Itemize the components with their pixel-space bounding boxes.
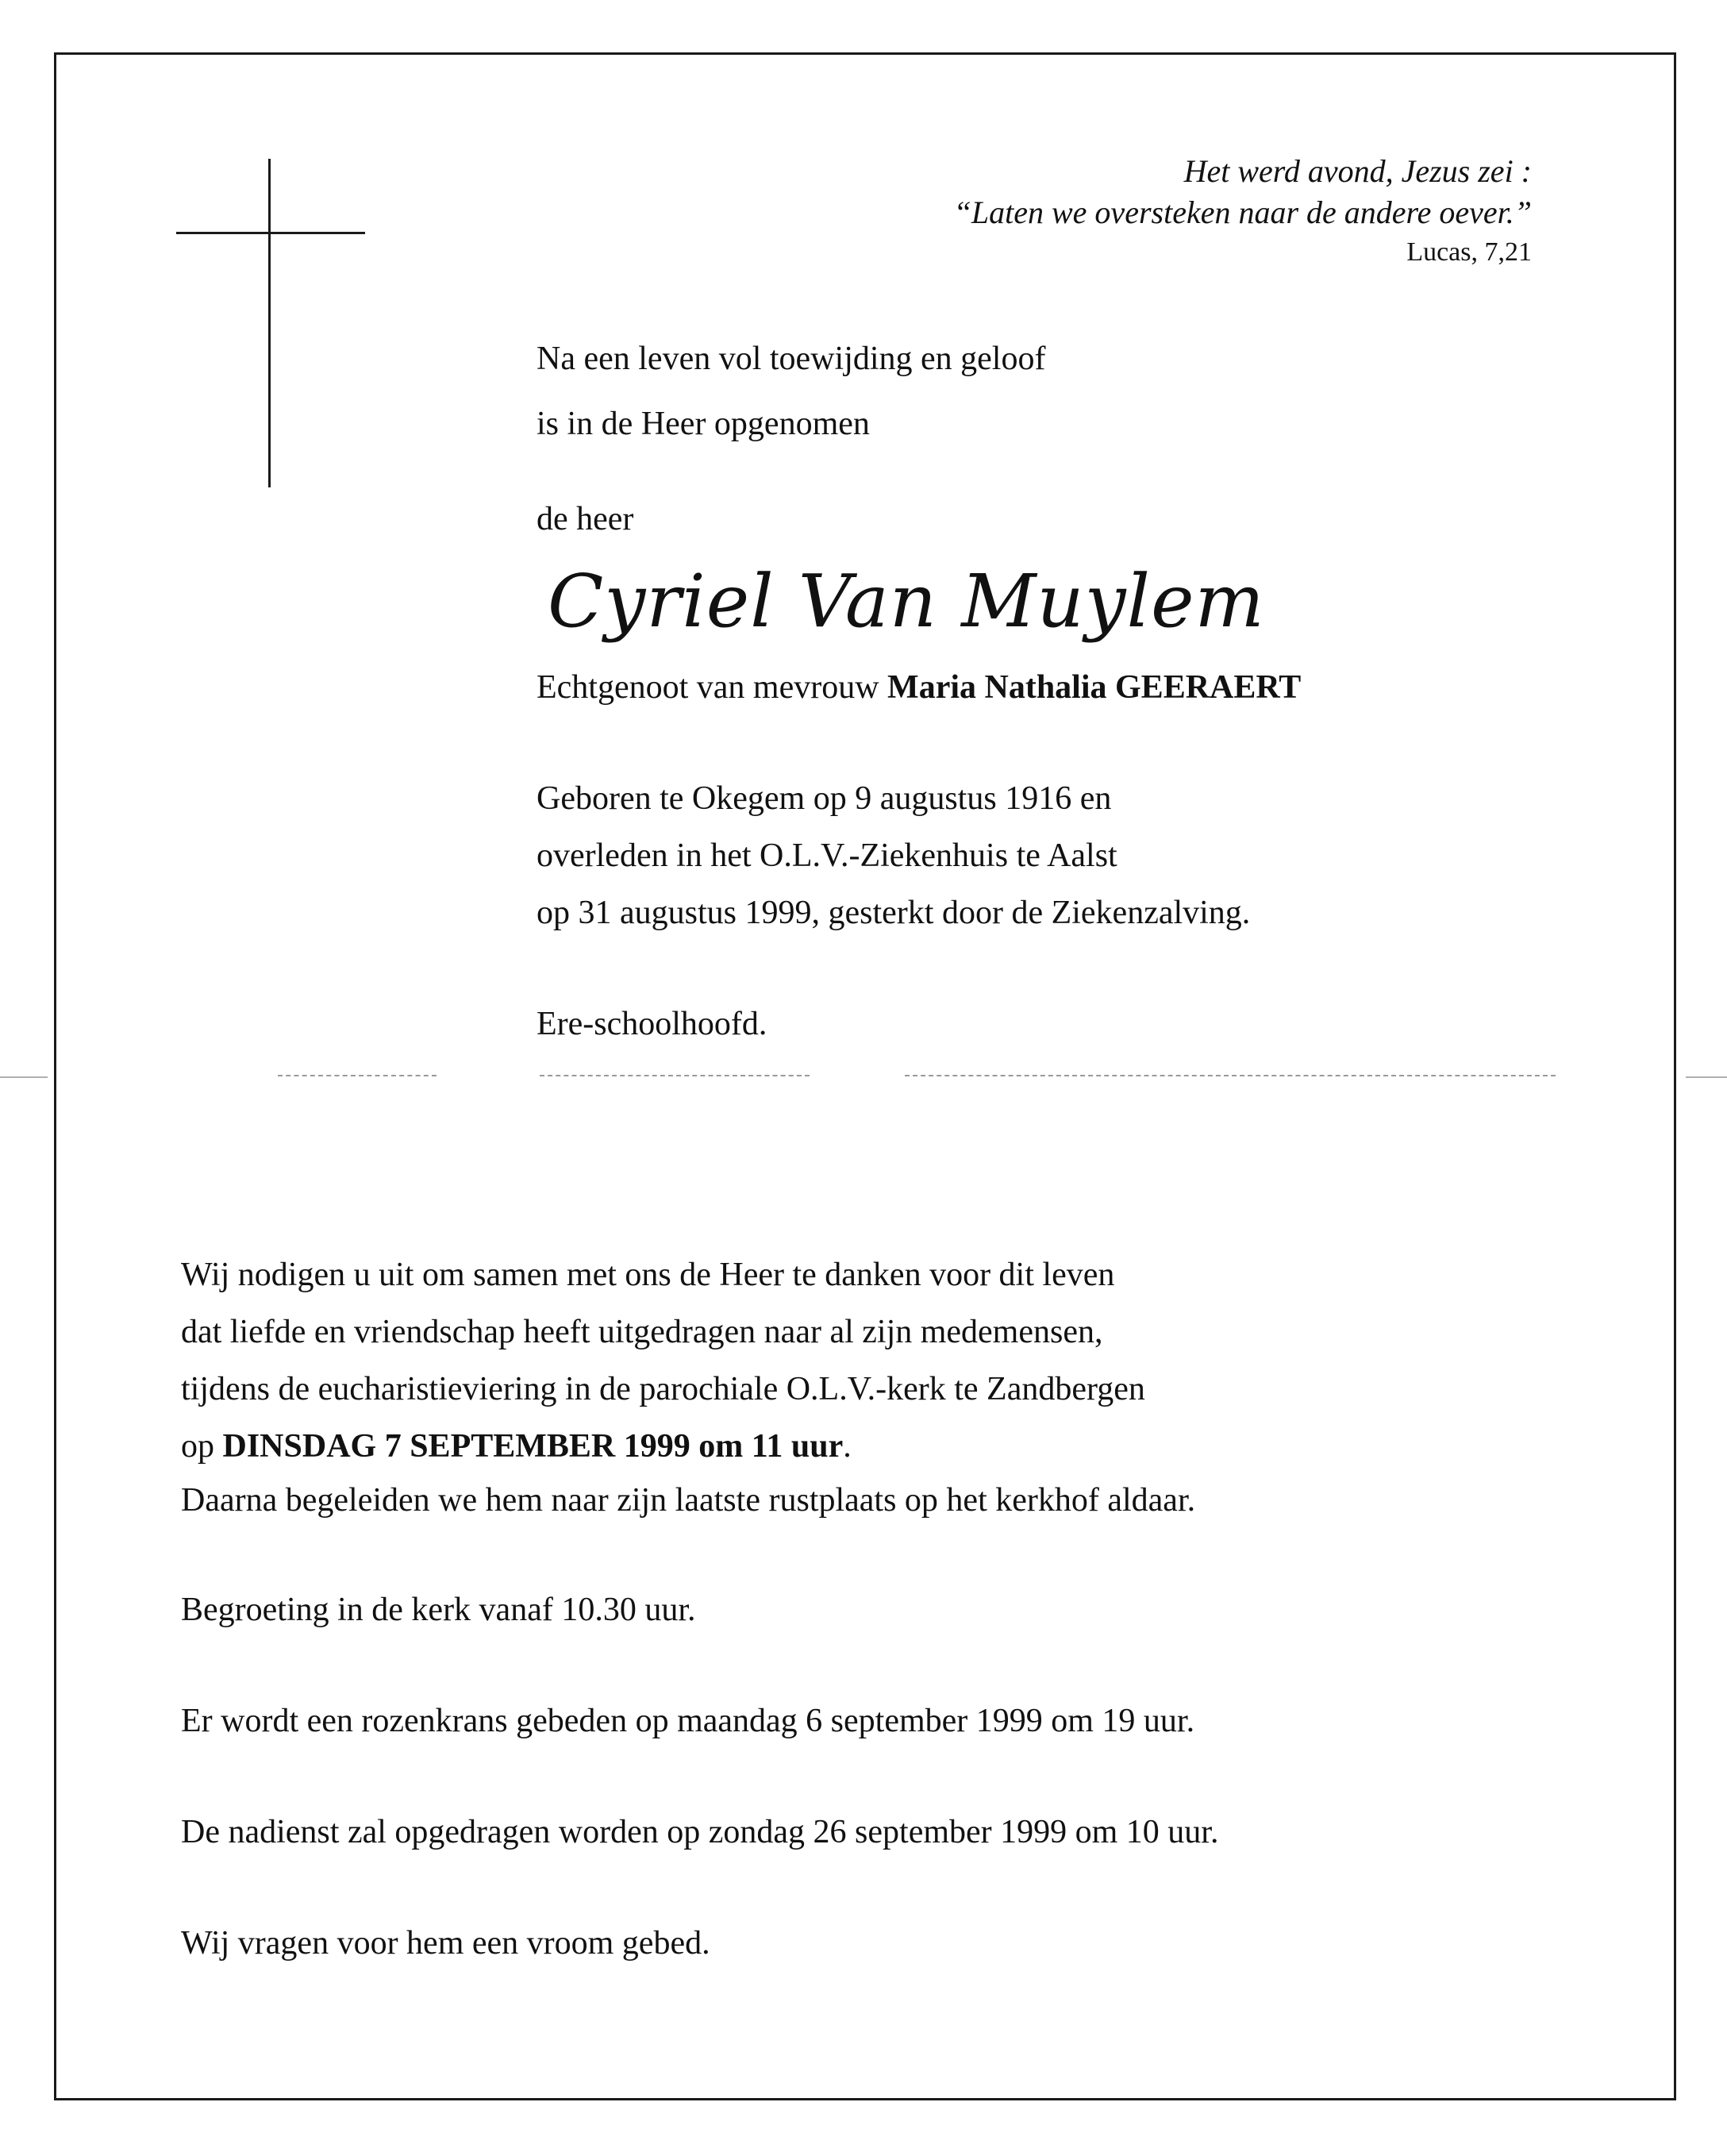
invitation-line-3: tijdens de eucharistieviering in de parochiale O.L.V.-kerk te Zandbergen: [181, 1371, 1145, 1407]
invitation-line-5: Daarna begeleiden we hem naar zijn laatste rustplaats op het kerkhof aldaar.: [181, 1482, 1196, 1519]
cross-vertical-bar: [268, 159, 271, 487]
intro-title: de heer: [537, 501, 634, 537]
memorial-notice: De nadienst zal opgedragen worden op zondag 26 september 1999 om 10 uur.: [181, 1814, 1219, 1850]
spouse-prefix: Echtgenoot van mevrouw: [537, 669, 888, 706]
bible-quote: [954, 151, 1532, 271]
invitation-date-prefix: op: [181, 1428, 223, 1465]
fold-mark-right: [1686, 1076, 1727, 1078]
cross-horizontal-bar: [176, 232, 365, 234]
life-line-1: Geboren te Okegem op 9 augustus 1916 en: [537, 780, 1112, 817]
spouse-line: [537, 668, 1301, 706]
greeting-notice: Begroeting in de kerk vanaf 10.30 uur.: [181, 1592, 696, 1628]
prayer-request: Wij vragen voor hem een vroom gebed.: [181, 1925, 710, 1962]
quote-reference: Lucas, 7,21: [1406, 237, 1532, 267]
life-line-2: overleden in het O.L.V.-Ziekenhuis te Aalst: [537, 837, 1117, 874]
life-line-3: op 31 augustus 1999, gesterkt door de Ziekenzalving.: [537, 895, 1251, 931]
invitation-line-4: [181, 1427, 852, 1465]
invitation-date-suffix: .: [843, 1428, 852, 1465]
fold-mark: [540, 1075, 810, 1076]
fold-mark: [278, 1075, 437, 1076]
quote-line-1: Het werd avond, Jezus zei :: [1183, 153, 1532, 189]
rosary-notice: Er wordt een rozenkrans gebeden op maandag 6 september 1999 om 19 uur.: [181, 1703, 1195, 1739]
occupation: Ere-schoolhoofd.: [537, 1006, 767, 1042]
invitation-line-1: Wij nodigen u uit om samen met ons de Heer te danken voor dit leven: [181, 1257, 1115, 1293]
quote-line-2: “Laten we oversteken naar de andere oever.”: [953, 194, 1532, 230]
invitation-line-2: dat liefde en vriendschap heeft uitgedragen naar al zijn medemensen,: [181, 1314, 1103, 1350]
funeral-date: DINSDAG 7 SEPTEMBER 1999 om 11 uur: [222, 1428, 844, 1465]
spouse-name: Maria Nathalia GEERAERT: [887, 669, 1302, 706]
intro-line-1: Na een leven vol toewijding en geloof: [537, 341, 1046, 377]
fold-mark-left: [0, 1076, 48, 1078]
fold-mark: [905, 1075, 1556, 1076]
deceased-name: Cyriel Van Muylem: [548, 559, 1265, 644]
intro-line-2: is in de Heer opgenomen: [537, 406, 870, 442]
